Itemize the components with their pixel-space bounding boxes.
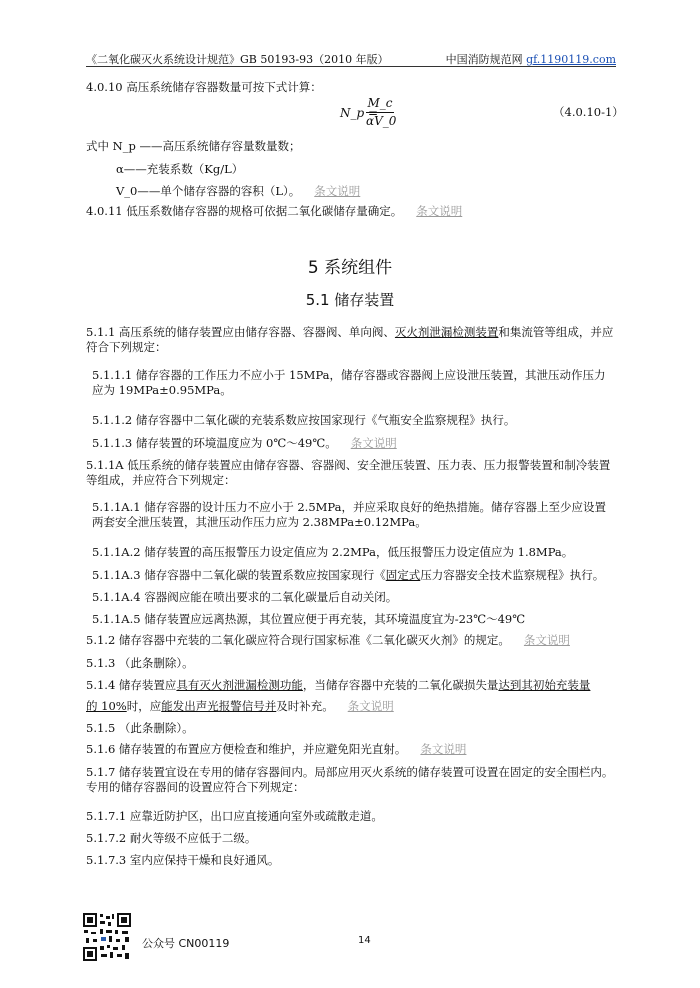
clause-5-1-6: 5.1.6 储存装置的布置应方便检查和维护，并应避免阳光直射。 条文说明 (86, 742, 467, 756)
header-site-link[interactable]: gf.1190119.com (526, 53, 616, 66)
clause-5-1-1A-4: 5.1.1A.4 容器阀应能在喷出要求的二氧化碳量后自动关闭。 (92, 590, 398, 604)
underlined-text: 固定式 (385, 568, 421, 582)
clause-5-1-4-line2: 的 10%时，应能发出声光报警信号并及时补充。 条文说明 (86, 699, 394, 713)
clause-note-link[interactable]: 条文说明 (350, 436, 397, 450)
page-number: 14 (358, 935, 371, 946)
clause-5-1-5: 5.1.5 （此条删除）。 (86, 721, 194, 735)
clause-note-link[interactable]: 条文说明 (314, 184, 361, 198)
clause-5-1-2: 5.1.2 储存容器中充装的二氧化碳应符合现行国家标准《二氧化碳灭火剂》的规定。 条文说明 (86, 633, 570, 647)
clause-5-1-7-3: 5.1.7.3 室内应保持干燥和良好通风。 (86, 853, 280, 867)
header-site (446, 51, 616, 67)
header-site-name: 中国消防规范网 (445, 53, 527, 66)
chapter-heading: 5 系统组件 (307, 258, 393, 278)
header-title: 《二氧化碳灭火系统设计规范》GB 50193-93（2010 年版） (86, 53, 389, 66)
clause-5-1-1A-1: 5.1.1A.1 储存容器的设计压力不应小于 2.5MPa，并应采取良好的绝热措施。储存容器上至少应设置两套安全泄压装置，其泄压动作压力应为 2.38MPa±0.12MPa。 (92, 500, 606, 529)
definition-alpha: α——充装系数（Kg/L） (116, 162, 244, 176)
clause-note-link[interactable]: 条文说明 (347, 699, 394, 713)
clause-5-1-4-line1: 5.1.4 储存装置应具有灭火剂泄漏检测功能，当储存容器中充装的二氧化碳损失量达到其初始充装量 (86, 678, 591, 692)
clause-4-0-10: 4.0.10 高压系统储存容器数量可按下式计算： (86, 80, 322, 94)
clause-5-1-7: 5.1.7 储存装置宜设在专用的储存容器间内。局部应用灭火系统的储存装置可设置在固定的安全围栏内。专用的储存容器间的设置应符合下列规定： (86, 765, 614, 794)
underlined-text: 灭火剂泄漏检测装置 (394, 325, 499, 339)
clause-5-1-7-1: 5.1.7.1 应靠近防护区，出口应直接通向室外或疏散走道。 (86, 809, 383, 823)
underlined-text: 达到其初始充装量 (498, 678, 591, 692)
qr-code-icon (82, 912, 132, 962)
formula-4-0-10-1 (340, 96, 400, 134)
definition-v0: V_0——单个储存容器的容积（L）。 (116, 184, 301, 198)
clause-5-1-1A: 5.1.1A 低压系统的储存装置应由储存容器、容器阀、安全泄压装置、压力表、压力报警装置和制冷装置等组成，并应符合下列规定： (86, 458, 611, 487)
definition-v0-row (116, 184, 360, 199)
clause-note-link[interactable]: 条文说明 (420, 742, 467, 756)
clause-5-1-1A-5: 5.1.1A.5 储存装置应远离热源，其位置应便于再充装，其环境温度宜为-23℃～49℃ (92, 612, 526, 626)
clause-4-0-11 (86, 204, 462, 219)
formula-lhs: N_p = (340, 106, 379, 120)
underlined-text: 具有灭火剂泄漏检测功能 (176, 678, 303, 692)
wechat-account: 公众号 CN00119 (142, 937, 230, 950)
clause-note-link[interactable]: 条文说明 (416, 204, 463, 218)
definition-np: 式中 N_p ——高压系统储存容量数量数； (86, 139, 301, 153)
clause-5-1-1-2: 5.1.1.2 储存容器中二氧化碳的充装系数应按国家现行《气瓶安全监察规程》执行。 (92, 413, 516, 427)
equation-number: （4.0.10-1） (553, 105, 624, 119)
fraction-bar (366, 112, 394, 113)
clause-4-0-11-text: 4.0.11 低压系数储存容器的规格可依据二氧化碳储存量确定。 (86, 204, 403, 218)
clause-5-1-1A-3: 5.1.1A.3 储存容器中二氧化碳的装置系数应按国家现行《固定式压力容器安全技术监察规程》执行。 (92, 568, 605, 582)
clause-5-1-1: 5.1.1 高压系统的储存装置应由储存容器、容器阀、单向阀、灭火剂泄漏检测装置和集流管等组成，并应符合下列规定： (86, 325, 614, 354)
clause-5-1-1-1: 5.1.1.1 储存容器的工作压力不应小于 15MPa，储存容器或容器阀上应设泄压装置，其泄压动作压力应为 19MPa±0.95MPa。 (92, 368, 606, 397)
page-header (86, 50, 616, 67)
underlined-text: 能发出声光报警信号并 (161, 699, 277, 713)
formula-numerator: M_c (367, 96, 393, 110)
underlined-text: 的 10% (86, 699, 127, 713)
clause-5-1-3: 5.1.3 （此条删除）。 (86, 656, 194, 670)
clause-5-1-1-3: 5.1.1.3 储存装置的环境温度应为 0℃～49℃。 条文说明 (92, 436, 397, 450)
formula-denominator: αV_0 (366, 114, 397, 128)
clause-note-link[interactable]: 条文说明 (523, 633, 570, 647)
clause-5-1-1A-2: 5.1.1A.2 储存装置的高压报警压力设定值应为 2.2MPa，低压报警压力设定值应为 1.8MPa。 (92, 545, 574, 559)
clause-5-1-7-2: 5.1.7.2 耐火等级不应低于二级。 (86, 831, 257, 845)
section-heading: 5.1 储存装置 (305, 291, 395, 309)
